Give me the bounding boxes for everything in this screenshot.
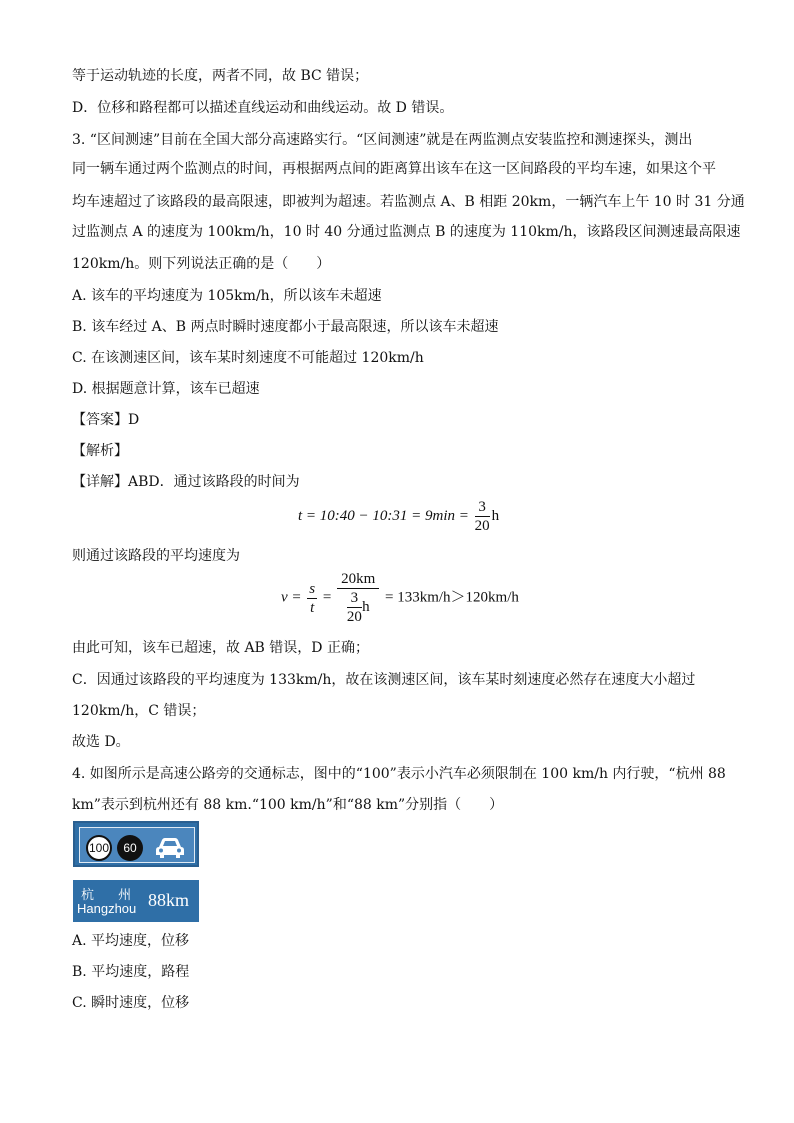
fraction-s-t [307, 580, 317, 617]
question-3-line: 均车速超过了该路段的最高限速，即被判为超速。若监测点 A、B 相距 20km，一辆汽车上午 10 时 31 分通 [72, 194, 745, 210]
question-4-line: km”表示到杭州还有 88 km.“100 km/h”和“88 km”分别指（ ） [72, 797, 504, 813]
minimum-speed-60-icon: 60 [117, 835, 143, 861]
option-a: A. 平均速度，位移 [72, 933, 190, 949]
numerator: s [309, 580, 316, 597]
option-a: A. 该车的平均速度为 105km/h，所以该车未超速 [72, 288, 382, 304]
text-line: 等于运动轨迹的长度，两者不同，故 BC 错误； [72, 68, 369, 84]
distance-value: 88km [148, 890, 190, 910]
analysis-label: 【解析】 [72, 443, 128, 459]
unit: h [491, 507, 500, 524]
text-line: C．因通过该路段的平均速度为 133km/h，故在该测速区间，该车某时刻速度必然存在速度大小超过 [72, 672, 696, 688]
denominator: 20 [474, 518, 490, 534]
city-name-chinese: 杭 州 [81, 888, 142, 903]
speed-limit-100-icon: 100 [86, 835, 112, 861]
answer-label: 【答案】D [72, 412, 140, 428]
question-3-line: 120km/h。则下列说法正确的是（ ） [72, 256, 331, 272]
fraction [475, 498, 490, 535]
question-3-line: 3. “区间测速”目前在全国大部分高速路实行。“区间测速”就是在两监测点安装监控和测速探头，测出 [72, 132, 693, 148]
equation-velocity [281, 570, 519, 626]
question-4-line: 4. 如图所示是高速公路旁的交通标志，图中的“100”表示小汽车必须限制在 100 km/h 内行驶，“杭州 88 [72, 766, 726, 782]
fraction-distance-time [337, 570, 379, 626]
option-d: D. 根据题意计算，该车已超速 [72, 381, 260, 397]
denominator [337, 589, 379, 626]
text-line: D．位移和路程都可以描述直线运动和曲线运动。故 D 错误。 [72, 100, 454, 116]
denominator: 20 [346, 609, 362, 625]
option-c: C. 瞬时速度，位移 [72, 995, 190, 1011]
option-b: B. 该车经过 A、B 两点时瞬时速度都小于最高限速，所以该车未超速 [72, 319, 499, 335]
numerator: 20km [337, 570, 379, 589]
detail-line: 【详解】ABD．通过该路段的时间为 [72, 474, 300, 490]
conclusion-line: 由此可知，该车已超速，故 AB 错误，D 正确； [72, 640, 369, 656]
numerator: 3 [347, 589, 363, 608]
equation-time [298, 498, 499, 535]
car-icon [155, 837, 185, 859]
nested-fraction [347, 589, 363, 626]
equation-lhs: t = 10:40 − 10:31 = 9min = [298, 507, 469, 524]
question-3-line: 过监测点 A 的速度为 100km/h，10 时 40 分通过监测点 B 的速度为 110km/h，该路段区间测速最高限速 [72, 224, 741, 240]
unit: h [362, 598, 370, 615]
denominator: t [310, 599, 315, 616]
option-c: C. 在该测速区间，该车某时刻速度不可能超过 120km/h [72, 350, 424, 366]
equals: = [322, 589, 332, 606]
text-line: 故选 D。 [72, 734, 130, 750]
text-line: 120km/h，C 错误； [72, 703, 206, 719]
equation-v: v = [281, 589, 302, 606]
city-name-english: Hangzhou [77, 901, 137, 916]
distance-sign [73, 880, 199, 922]
numerator: 3 [475, 498, 490, 517]
speed-limit-sign [73, 821, 199, 867]
option-b: B. 平均速度，路程 [72, 964, 190, 980]
text-line: 则通过该路段的平均速度为 [72, 548, 240, 564]
equation-rhs: = 133km/h＞120km/h [385, 589, 519, 606]
question-3-line: 同一辆车通过两个监测点的时间，再根据两点间的距离算出该车在这一区间路段的平均车速，如果这个平 [72, 161, 716, 177]
